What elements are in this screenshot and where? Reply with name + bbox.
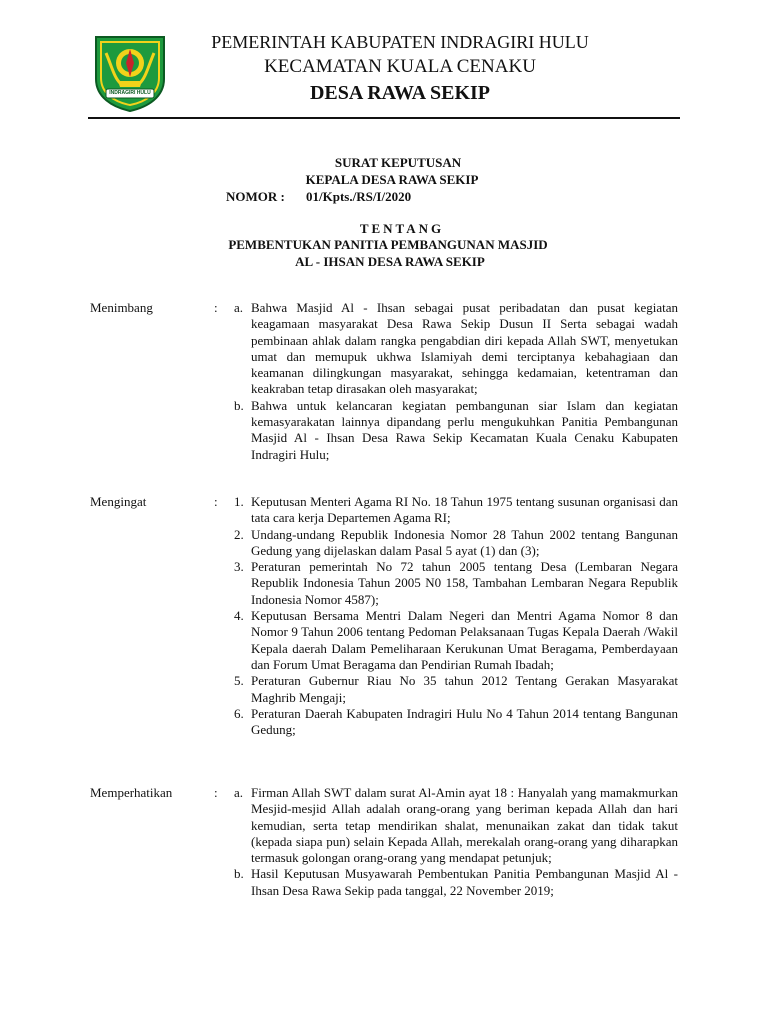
letterhead-village: DESA RAWA SEKIP [309, 82, 491, 104]
item-text: Firman Allah SWT dalam surat Al-Amin ayat 18 : Hanyalah yang mamakmurkan Mesjid-mesjid Allah adalah orang-orang yang beriman kepada Allah dan hari kemudian, serta tetap mendirikan shalat, menunaikan zakat dan tidak takut (kepada siapa pun) selain Kepada Allah, merekalah orang-orang yang diharapkan termasuk golongan orang-orang yang mendapat petunjuk; [251, 785, 678, 866]
item-marker: 5. [234, 673, 244, 689]
item-marker: b. [234, 866, 244, 882]
list-item [234, 494, 678, 527]
item-text: Keputusan Bersama Mentri Dalam Negeri dan Mentri Agama Nomor 8 dan Nomor 9 Tahun 2006 tentang Pedoman Pelaksanaan Tugas Kepala Daerah /Wakil Kepala daerah Dalam Pemeliharaan Kerukunan Umat Beragama, Pemberdayaan dan Forum Umat Beragama dan Pendirian Rumah Ibadah; [251, 608, 678, 672]
section-colon: : [214, 494, 218, 509]
decree-number [226, 188, 411, 206]
list-item [234, 608, 678, 673]
item-marker: 3. [234, 559, 244, 575]
list-item [234, 785, 678, 866]
item-marker: 2. [234, 526, 244, 542]
item-text: Keputusan Menteri Agama RI No. 18 Tahun 1975 tentang susunan organisasi dan tata cara kerja Departemen Agama RI; [251, 494, 678, 526]
item-text: Peraturan pemerintah No 72 tahun 2005 tentang Desa (Lembaran Negara Republik Indonesia Tahun 2005 N0 158, Tambahan Lembaran Negara Republik Indonesia Nomor 4587); [251, 559, 678, 607]
decree-title: SURAT KEPUTUSAN [334, 155, 462, 170]
section-colon: : [214, 300, 218, 315]
list-item [234, 398, 678, 463]
item-text: Bahwa untuk kelancaran kegiatan pembangunan siar Islam dan kegiatan kemasyarakatan lainnya dipandang perlu mengukuhkan Panitia Pembangunan Masjid Al - Ihsan Desa Rawa Sekip Kecamatan Kuala Cenaku Kabupaten Indragiri Hulu; [251, 397, 678, 462]
list-item [234, 706, 678, 739]
letterhead-divider [88, 117, 680, 119]
item-marker: b. [234, 397, 244, 413]
item-text: Bahwa Masjid Al - Ihsan sebagai pusat peribadatan dan pusat kegiatan keagamaan masyarakat Desa Rawa Sekip Dusun II Serta sebagai wadah pembinaan ahlak dalam rangka pengabdian diri kepada Allah SWT, menyetukan umat dan memupuk ukhwa Islamiyah demi terciptanya kebahagiaan dan keamanan dilingkungan masyarakat, sehingga kedamaian, ketentraman dan keakraban tetap dirasakan oleh masyarakat; [251, 300, 678, 397]
list-item [234, 527, 678, 560]
decree-subject-line2: AL - IHSAN DESA RAWA SEKIP [295, 254, 485, 269]
list-item [234, 866, 678, 899]
section-label: Menimbang [90, 300, 153, 315]
item-marker: a. [234, 785, 244, 800]
item-marker: 6. [234, 705, 244, 721]
item-text: Peraturan Gubernur Riau No 35 tahun 2012 Tentang Gerakan Masyarakat Maghrib Mengaji; [251, 673, 678, 705]
item-text: Hasil Keputusan Musyawarah Pembentukan Panitia Pembangunan Masjid Al - Ihsan Desa Rawa Sekip pada tanggal, 22 November 2019; [251, 866, 678, 898]
regency-logo-emblem [90, 33, 170, 113]
shield-emblem-icon [90, 33, 170, 113]
list-item [234, 673, 678, 706]
section-label: Mengingat [90, 494, 147, 509]
decree-number-value: 01/Kpts./RS/I/2020 [306, 189, 412, 204]
logo-banner-text: INDRAGIRI HULU [109, 90, 151, 96]
item-marker: 4. [234, 608, 244, 624]
item-text: Undang-undang Republik Indonesia Nomor 28 Tahun 2002 tentang Bangunan Gedung yang dijelaskan dalam Pasal 5 ayat (1) dan (3); [251, 526, 678, 558]
tentang-heading: TENTANG [359, 221, 445, 236]
item-marker: a. [234, 300, 244, 315]
letterhead-district: KECAMATAN KUALA CENAKU [264, 56, 536, 77]
decree-issuer: KEPALA DESA RAWA SEKIP [305, 172, 479, 187]
list-item [234, 300, 678, 398]
list-item [234, 559, 678, 608]
item-marker: 1. [234, 494, 244, 509]
letterhead [185, 30, 615, 107]
section-colon: : [214, 785, 218, 800]
section-label: Memperhatikan [90, 785, 173, 800]
item-text: Peraturan Daerah Kabupaten Indragiri Hulu No 4 Tahun 2014 tentang Bangunan Gedung; [251, 705, 678, 738]
decree-subject-line1: PEMBENTUKAN PANITIA PEMBANGUNAN MASJID [228, 237, 548, 252]
letterhead-regency: PEMERINTAH KABUPATEN INDRAGIRI HULU [211, 32, 589, 52]
decree-number-label: NOMOR : [226, 189, 285, 204]
